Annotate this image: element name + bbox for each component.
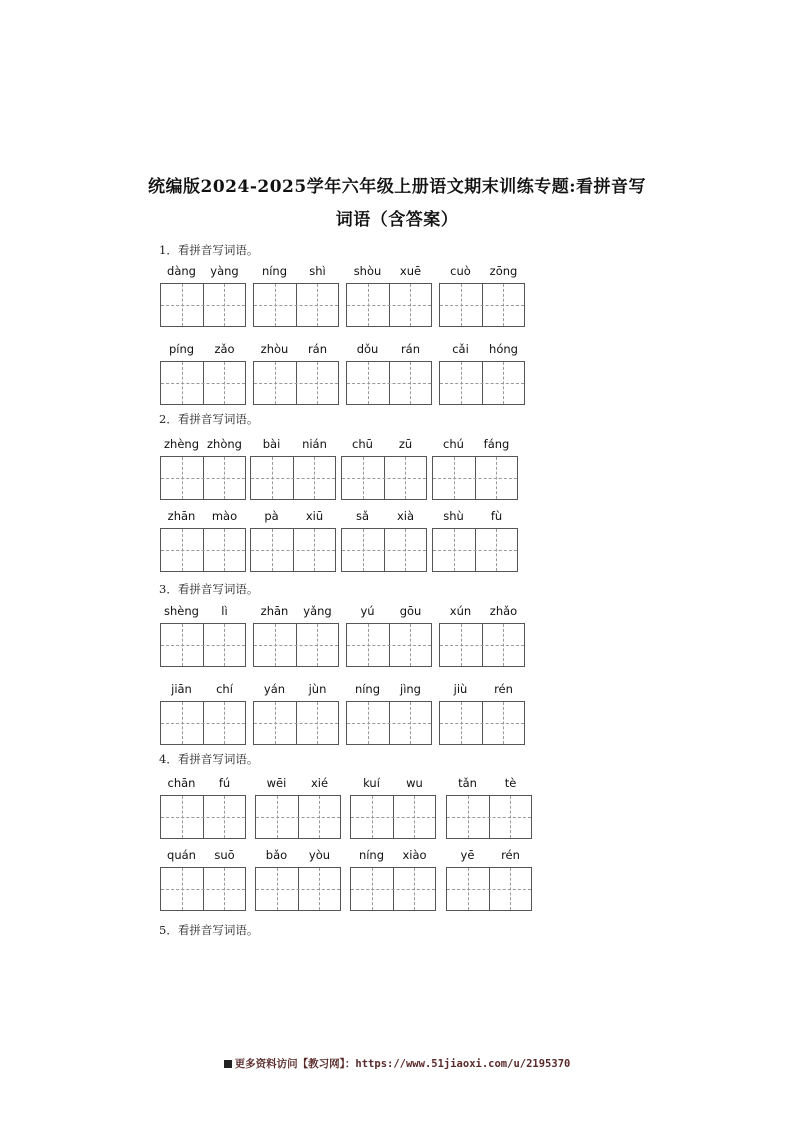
tianzige-writing-box[interactable]: [341, 528, 427, 572]
guide-line: [351, 889, 435, 890]
pinyin-word: [432, 437, 518, 501]
guide-line: [440, 723, 524, 724]
question-label: 5．看拼音写词语。: [159, 923, 259, 937]
pinyin-syllable: zǎo: [214, 342, 235, 356]
pinyin-word: [439, 682, 525, 746]
question-label: 2．看拼音写词语。: [159, 412, 259, 426]
pinyin-syllable: yán: [263, 682, 286, 696]
guide-line: [161, 478, 245, 479]
pinyin-word: [250, 437, 336, 501]
flag-icon: [224, 1060, 232, 1068]
pinyin-syllable: xiū: [305, 509, 324, 523]
guide-line: [251, 550, 335, 551]
pinyin-word: [253, 342, 339, 406]
guide-line: [161, 550, 245, 551]
guide-line: [254, 645, 338, 646]
tianzige-writing-box[interactable]: [439, 283, 525, 327]
pinyin-syllable: zhèng: [164, 437, 199, 451]
pinyin-word: [160, 682, 246, 746]
guide-line: [161, 889, 245, 890]
pinyin-word: [439, 342, 525, 406]
pinyin-syllable: pà: [264, 509, 279, 523]
pinyin-word: [346, 604, 432, 668]
question-label: 1．看拼音写词语。: [159, 243, 259, 257]
pinyin-syllable: wēi: [266, 776, 287, 790]
pinyin-syllable: jùn: [308, 682, 327, 696]
document-title-line1: 统编版2024-2025学年六年级上册语文期末训练专题:看拼音写: [148, 177, 646, 197]
tianzige-writing-box[interactable]: [253, 701, 339, 745]
tianzige-writing-box[interactable]: [160, 528, 246, 572]
pinyin-syllable: xún: [449, 604, 472, 618]
tianzige-writing-box[interactable]: [255, 867, 341, 911]
pinyin-syllable: zhòu: [260, 342, 289, 356]
pinyin-word: [250, 509, 336, 573]
document-title-line2: 词语（含答案）: [335, 210, 459, 230]
pinyin-syllable: rán: [307, 342, 328, 356]
guide-line: [254, 383, 338, 384]
pinyin-syllable: zhān: [167, 509, 196, 523]
pinyin-syllable: nián: [302, 437, 327, 451]
pinyin-syllable: zōng: [489, 264, 518, 278]
tianzige-writing-box[interactable]: [253, 283, 339, 327]
pinyin-word: [253, 604, 339, 668]
pinyin-syllable: rén: [494, 682, 513, 696]
tianzige-writing-box[interactable]: [250, 528, 336, 572]
pinyin-syllable: dǒu: [356, 342, 379, 356]
pinyin-syllable: fù: [490, 509, 503, 523]
pinyin-syllable: chān: [167, 776, 196, 790]
pinyin-syllable: tè: [504, 776, 517, 790]
guide-line: [342, 478, 426, 479]
guide-line: [161, 817, 245, 818]
guide-line: [347, 305, 431, 306]
tianzige-writing-box[interactable]: [160, 623, 246, 667]
pinyin-syllable: rén: [501, 848, 520, 862]
question-label: 3．看拼音写词语。: [159, 582, 259, 596]
guide-line: [433, 550, 517, 551]
guide-line: [161, 383, 245, 384]
pinyin-word: [350, 776, 436, 840]
pinyin-syllable: gōu: [399, 604, 422, 618]
pinyin-syllable: zhǎo: [489, 604, 518, 618]
pinyin-syllable: hóng: [489, 342, 518, 356]
pinyin-syllable: zhòng: [207, 437, 242, 451]
pinyin-syllable: zhān: [260, 604, 289, 618]
guide-line: [440, 305, 524, 306]
tianzige-writing-box[interactable]: [250, 456, 336, 500]
pinyin-word: [446, 776, 532, 840]
tianzige-writing-box[interactable]: [439, 701, 525, 745]
pinyin-syllable: chú: [443, 437, 464, 451]
pinyin-syllable: mào: [211, 509, 238, 523]
pinyin-syllable: yàng: [210, 264, 239, 278]
pinyin-word: [341, 437, 427, 501]
tianzige-writing-box[interactable]: [253, 623, 339, 667]
guide-line: [347, 723, 431, 724]
pinyin-word: [346, 682, 432, 746]
pinyin-word: [439, 264, 525, 328]
pinyin-syllable: bài: [262, 437, 281, 451]
pinyin-syllable: fú: [218, 776, 231, 790]
tianzige-writing-box[interactable]: [160, 867, 246, 911]
pinyin-word: [346, 342, 432, 406]
pinyin-syllable: chū: [352, 437, 373, 451]
tianzige-writing-box[interactable]: [346, 283, 432, 327]
guide-line: [351, 817, 435, 818]
pinyin-syllable: rán: [400, 342, 421, 356]
guide-line: [161, 305, 245, 306]
pinyin-word: [160, 342, 246, 406]
pinyin-word: [160, 848, 246, 912]
tianzige-writing-box[interactable]: [255, 795, 341, 839]
guide-line: [440, 383, 524, 384]
pinyin-word: [346, 264, 432, 328]
pinyin-syllable: chí: [216, 682, 233, 696]
pinyin-syllable: yǎng: [303, 604, 332, 618]
pinyin-syllable: kuí: [363, 776, 380, 790]
guide-line: [347, 645, 431, 646]
pinyin-syllable: xiào: [402, 848, 427, 862]
pinyin-syllable: yòu: [308, 848, 331, 862]
pinyin-syllable: fáng: [483, 437, 510, 451]
pinyin-word: [160, 509, 246, 573]
tianzige-writing-box[interactable]: [346, 361, 432, 405]
footer[interactable]: [0, 1056, 794, 1071]
pinyin-syllable: dàng: [167, 264, 196, 278]
tianzige-writing-box[interactable]: [160, 361, 246, 405]
pinyin-syllable: cǎi: [452, 342, 469, 356]
guide-line: [342, 550, 426, 551]
pinyin-syllable: shù: [443, 509, 464, 523]
pinyin-word: [432, 509, 518, 573]
tianzige-writing-box[interactable]: [446, 867, 532, 911]
pinyin-syllable: xià: [396, 509, 415, 523]
pinyin-word: [446, 848, 532, 912]
pinyin-syllable: píng: [168, 342, 195, 356]
pinyin-word: [160, 437, 246, 501]
pinyin-syllable: cuò: [450, 264, 471, 278]
pinyin-syllable: jiù: [453, 682, 468, 696]
tianzige-writing-box[interactable]: [446, 795, 532, 839]
pinyin-syllable: shòu: [353, 264, 382, 278]
tianzige-writing-box[interactable]: [350, 795, 436, 839]
pinyin-syllable: yú: [360, 604, 375, 618]
pinyin-word: [350, 848, 436, 912]
pinyin-word: [439, 604, 525, 668]
guide-line: [161, 645, 245, 646]
tianzige-writing-box[interactable]: [341, 456, 427, 500]
guide-line: [440, 645, 524, 646]
pinyin-word: [160, 776, 246, 840]
pinyin-syllable: shì: [309, 264, 326, 278]
guide-line: [447, 817, 531, 818]
pinyin-word: [160, 604, 246, 668]
guide-line: [256, 817, 340, 818]
tianzige-writing-box[interactable]: [160, 456, 246, 500]
tianzige-writing-box[interactable]: [346, 623, 432, 667]
pinyin-syllable: lì: [221, 604, 228, 618]
tianzige-writing-box[interactable]: [350, 867, 436, 911]
pinyin-syllable: sǎ: [355, 509, 370, 523]
pinyin-word: [341, 509, 427, 573]
pinyin-syllable: níng: [354, 682, 381, 696]
pinyin-syllable: shèng: [164, 604, 199, 618]
tianzige-writing-box[interactable]: [439, 361, 525, 405]
pinyin-syllable: suō: [214, 848, 235, 862]
pinyin-syllable: bǎo: [265, 848, 288, 862]
pinyin-syllable: xié: [310, 776, 329, 790]
pinyin-word: [253, 264, 339, 328]
pinyin-syllable: níng: [261, 264, 288, 278]
guide-line: [433, 478, 517, 479]
guide-line: [161, 723, 245, 724]
tianzige-writing-box[interactable]: [346, 701, 432, 745]
footer-link-text[interactable]: 更多资料访问【教习网】：https://www.51jiaoxi.com/u/2195370: [234, 1058, 571, 1070]
pinyin-word: [160, 264, 246, 328]
guide-line: [254, 723, 338, 724]
tianzige-writing-box[interactable]: [160, 701, 246, 745]
tianzige-writing-box[interactable]: [439, 623, 525, 667]
pinyin-word: [255, 848, 341, 912]
guide-line: [254, 305, 338, 306]
pinyin-syllable: xuē: [399, 264, 422, 278]
tianzige-writing-box[interactable]: [432, 456, 518, 500]
pinyin-syllable: jiān: [171, 682, 192, 696]
tianzige-writing-box[interactable]: [160, 795, 246, 839]
pinyin-word: [253, 682, 339, 746]
guide-line: [347, 383, 431, 384]
pinyin-syllable: zū: [398, 437, 413, 451]
guide-line: [447, 889, 531, 890]
question-label: 4．看拼音写词语。: [159, 752, 259, 766]
pinyin-word: [255, 776, 341, 840]
pinyin-syllable: quán: [167, 848, 196, 862]
tianzige-writing-box[interactable]: [160, 283, 246, 327]
pinyin-syllable: yē: [460, 848, 475, 862]
guide-line: [251, 478, 335, 479]
pinyin-syllable: tǎn: [458, 776, 477, 790]
pinyin-syllable: níng: [358, 848, 385, 862]
tianzige-writing-box[interactable]: [253, 361, 339, 405]
guide-line: [256, 889, 340, 890]
pinyin-syllable: wu: [406, 776, 423, 790]
tianzige-writing-box[interactable]: [432, 528, 518, 572]
pinyin-syllable: jìng: [400, 682, 421, 696]
